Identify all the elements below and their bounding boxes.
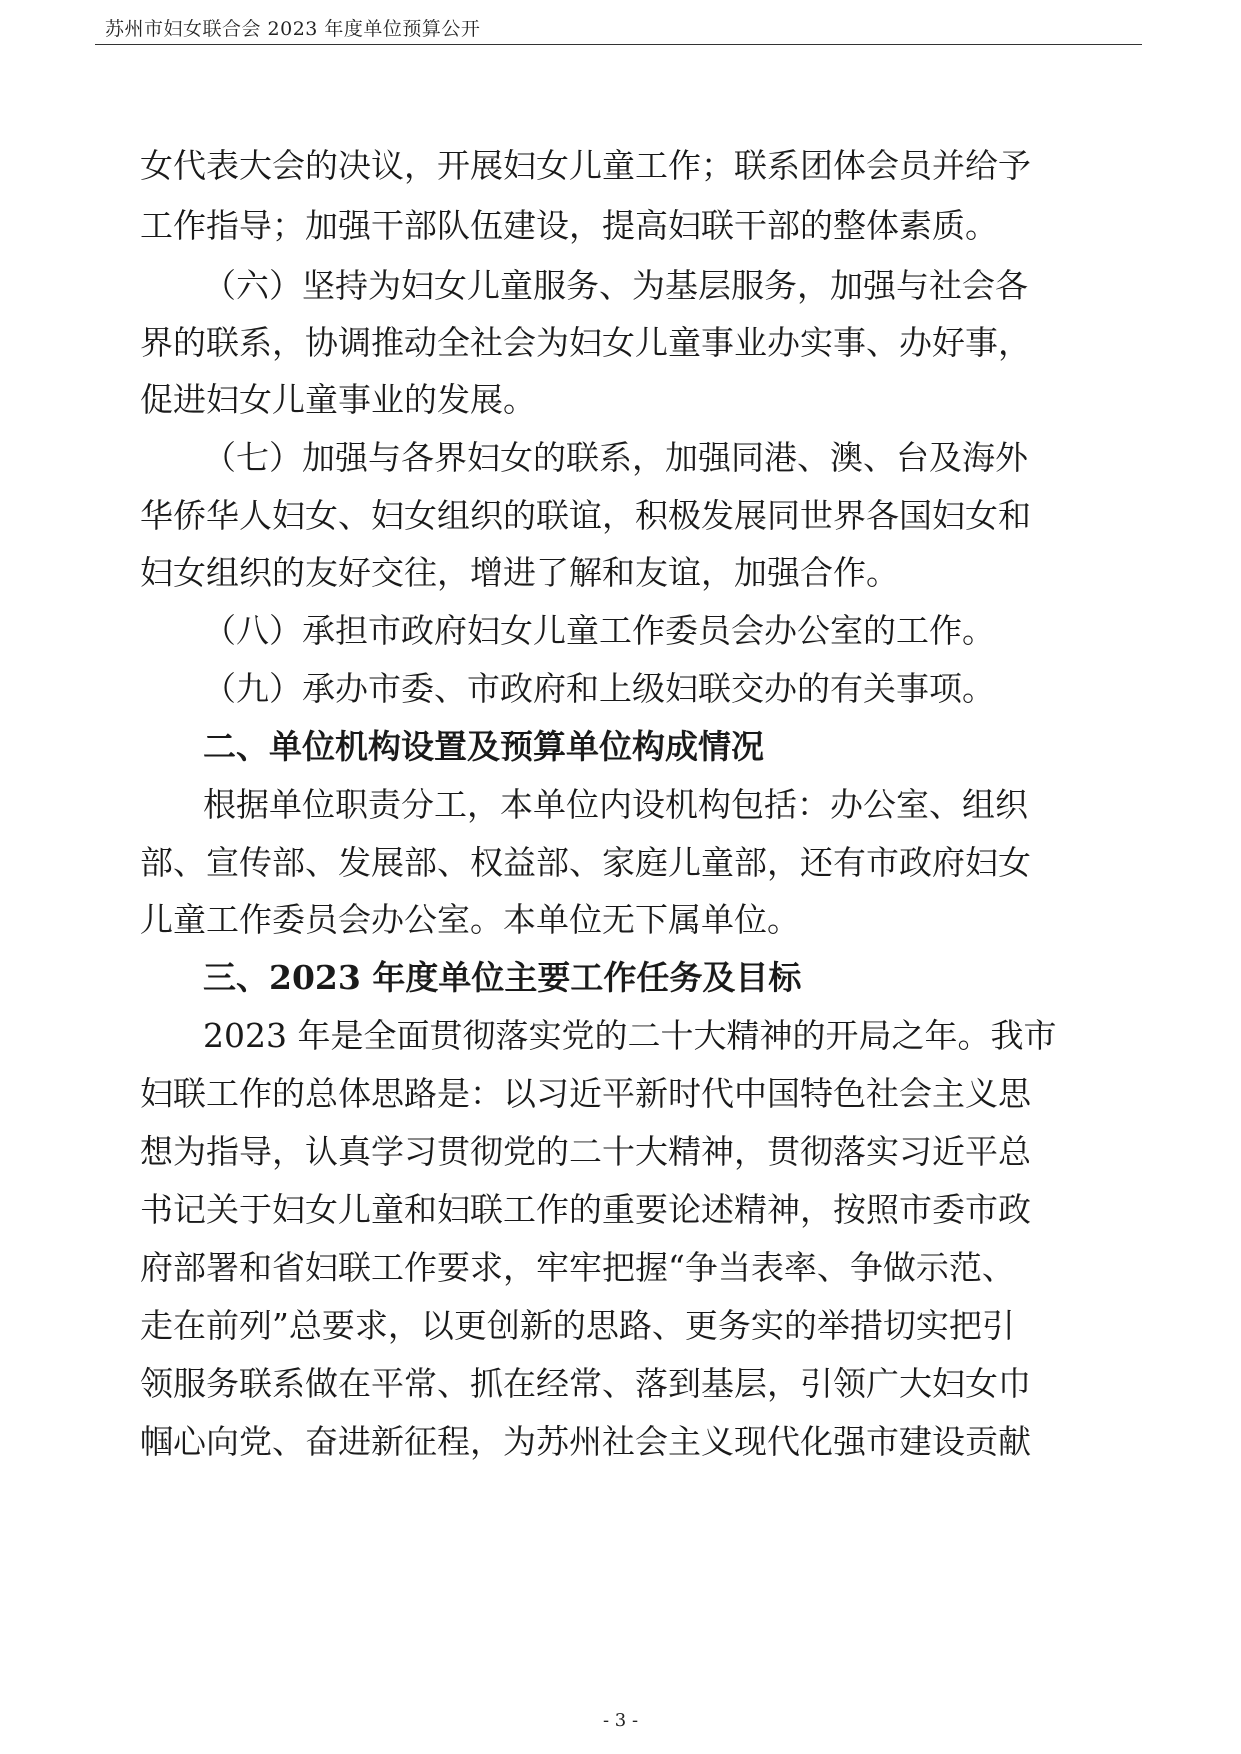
body-line-1: 女代表大会的决议，开展妇女儿童工作；联系团体会员并给予 — [140, 146, 1031, 185]
body-line-14: 儿童工作委员会办公室。本单位无下属单位。 — [140, 900, 800, 939]
body-line-5: 促进妇女儿童事业的发展。 — [140, 380, 536, 419]
page-number: - 3 - — [602, 1710, 639, 1731]
body-line-16: 2023 年是全面贯彻落实党的二十大精神的开局之年。我市 — [203, 1016, 1057, 1055]
header-rule — [95, 44, 1142, 45]
body-line-23: 帼心向党、奋进新征程，为苏州社会主义现代化强市建设贡献 — [140, 1422, 1031, 1461]
body-line-12: 根据单位职责分工，本单位内设机构包括：办公室、组织 — [203, 785, 1028, 824]
body-line-7: 华侨华人妇女、妇女组织的联谊，积极发展同世界各国妇女和 — [140, 496, 1031, 535]
body-line-18: 想为指导，认真学习贯彻党的二十大精神，贯彻落实习近平总 — [140, 1132, 1031, 1171]
body-line-3: （六）坚持为妇女儿童服务、为基层服务，加强与社会各 — [203, 266, 1028, 305]
body-line-9: （八）承担市政府妇女儿童工作委员会办公室的工作。 — [203, 611, 995, 650]
body-line-22: 领服务联系做在平常、抓在经常、落到基层，引领广大妇女巾 — [140, 1364, 1031, 1403]
body-line-2: 工作指导；加强干部队伍建设，提高妇联干部的整体素质。 — [140, 206, 998, 245]
body-line-21: 走在前列”总要求，以更创新的思路、更务实的举措切实把引 — [140, 1306, 1015, 1345]
body-line-6: （七）加强与各界妇女的联系，加强同港、澳、台及海外 — [203, 438, 1028, 477]
section-heading-2: 二、单位机构设置及预算单位构成情况 — [203, 727, 764, 766]
running-header: 苏州市妇女联合会 2023 年度单位预算公开 — [105, 18, 481, 40]
body-line-19: 书记关于妇女儿童和妇联工作的重要论述精神，按照市委市政 — [140, 1190, 1031, 1229]
body-line-4: 界的联系，协调推动全社会为妇女儿童事业办实事、办好事， — [140, 323, 1031, 362]
body-line-20: 府部署和省妇联工作要求，牢牢把握“争当表率、争做示范、 — [140, 1248, 1015, 1287]
body-line-17: 妇联工作的总体思路是：以习近平新时代中国特色社会主义思 — [140, 1074, 1031, 1113]
body-line-13: 部、宣传部、发展部、权益部、家庭儿童部，还有市政府妇女 — [140, 843, 1031, 882]
body-line-8: 妇女组织的友好交往，增进了解和友谊，加强合作。 — [140, 553, 899, 592]
body-line-10: （九）承办市委、市政府和上级妇联交办的有关事项。 — [203, 669, 995, 708]
section-heading-3: 三、2023 年度单位主要工作任务及目标 — [203, 958, 802, 997]
